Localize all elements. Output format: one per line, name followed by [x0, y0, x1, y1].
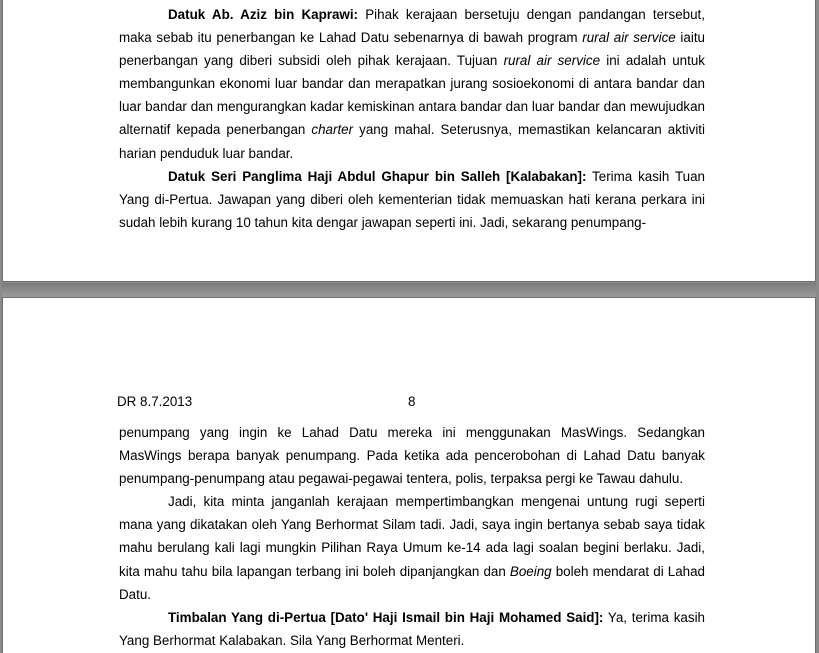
italic-term: charter [311, 122, 354, 138]
hansard-text-block [119, 3, 705, 234]
page-header-date: DR 8.7.2013 [117, 394, 193, 409]
paragraph-continuation: penumpang yang ingin ke Lahad Datu mereka ini menggunakan MasWings. Sedangkan MasWings berapa banyak penumpang. Pada ketika ada pencerobohan di Lahad Datu banyak penumpang-penumpang atau pegawai-pegawai tentera, polis, terpaksa pergi ke Tawau dahulu. [119, 425, 705, 487]
paragraph-minister-answer [119, 3, 705, 165]
paragraph-text: Ya, terima kasih Yang Berhormat Kalabakan. Sila Yang Berhormat Menteri. [119, 609, 705, 648]
speaker-name: Datuk Ab. Aziz bin Kaprawi: [168, 7, 359, 22]
paragraph-text: ini adalah untuk membangunkan ekonomi luar bandar dan merapatkan jurang sosioekonomi di antara bandar dan luar bandar dan mengurangkan kadar kemiskinan antara bandar dan luar bandar dan mewujudkan alternatif kepada penerbangan [119, 53, 705, 138]
paragraph-text: Pihak kerajaan bersetuju dengan pandangan tersebut, maka sebab itu penerbangan ke Lahad Datu sebenarnya di bawah program [119, 7, 705, 46]
document-page-bottom [2, 297, 816, 653]
italic-term: rural air service [582, 30, 676, 46]
hansard-text-block [119, 421, 705, 652]
paragraph-text: boleh mendarat di Lahad Datu. [119, 563, 706, 602]
paragraph-text: Terima kasih Tuan Yang di-Pertua. Jawapan yang diberi oleh kementerian tidak memuaskan hati kerana perkara ini sudah lebih kurang 10 tahun kita dengar jawapan seperti ini. Jadi, sekarang penumpang- [119, 168, 705, 230]
paragraph-deputy-speaker [119, 606, 705, 652]
speaker-name: Timbalan Yang di-Pertua [Dato' Haji Ismail bin Haji Mohamed Said]: [168, 609, 604, 625]
paragraph-text: yang mahal. Seterusnya, memastikan kelancaran aktiviti harian penduduk luar bandar. [119, 122, 705, 161]
page-separator [2, 283, 816, 297]
paragraph-question [119, 490, 705, 605]
italic-term: Boeing [509, 563, 552, 579]
page-number: 8 [408, 394, 416, 409]
paragraph-text: iaitu penerbangan yang diberi subsidi oleh pihak kerajaan. Tujuan [119, 30, 705, 69]
paragraph-text: Jadi, kita minta janganlah kerajaan mempertimbangkan mengenai untung rugi seperti mana yang dikatakan oleh Yang Berhormat Silam tadi. Jadi, saya ingin bertanya sebab saya tidak mahu berulang kali lagi mungkin Pilihan Raya Umum ke-14 ada lagi soalan begini berlaku. Jadi, kita mahu tahu bila lapangan terbang ini boleh dipanjangkan dan [119, 494, 705, 579]
speaker-name: Datuk Seri Panglima Haji Abdul Ghapur bin Salleh [Kalabakan]: [168, 168, 587, 184]
italic-term: rural air service [503, 53, 601, 69]
document-page-top [2, 0, 816, 282]
paragraph-kalabakan-question [119, 165, 705, 234]
